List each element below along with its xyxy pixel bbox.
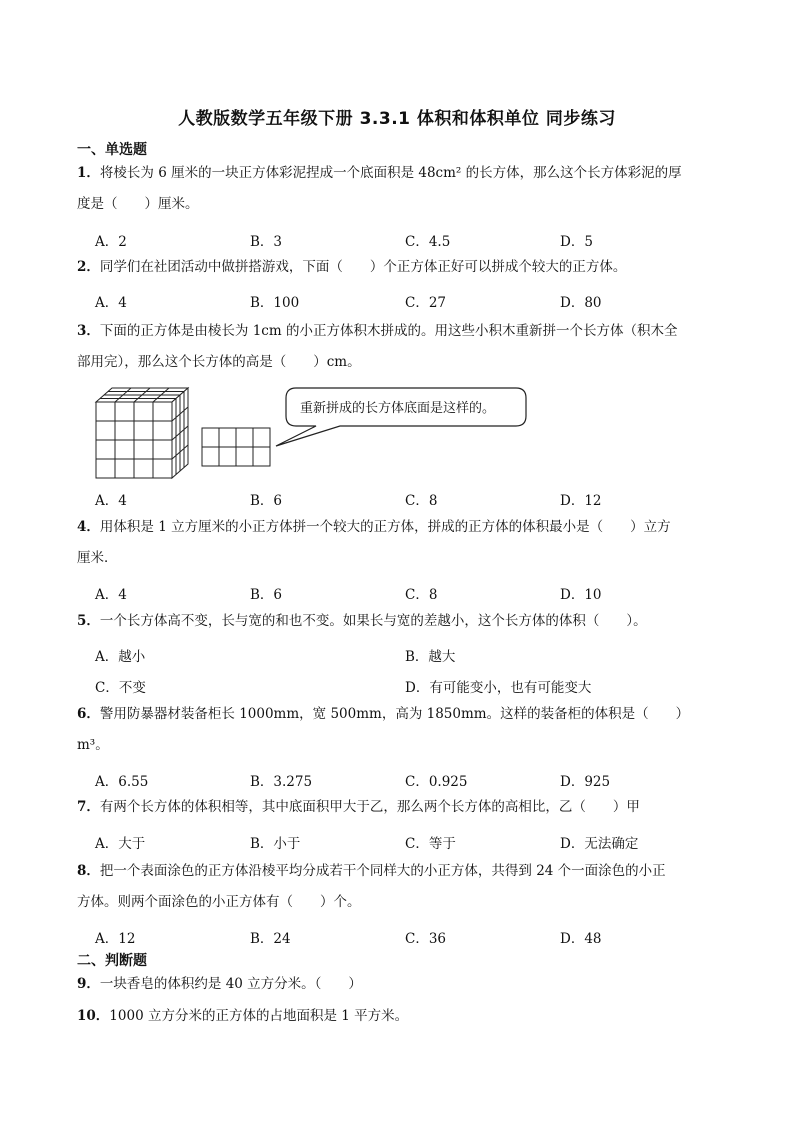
option-a[interactable]: A．4 bbox=[95, 587, 127, 603]
question-text: 用体积是 1 立方厘米的小正方体拼一个较大的正方体，拼成的正方体的体积最小是（ ）立方 bbox=[99, 519, 671, 535]
options-q3 bbox=[95, 489, 735, 511]
options-q5-row1 bbox=[95, 645, 735, 667]
question-6 bbox=[77, 699, 722, 761]
section-heading-true-false: 二、判断题 bbox=[77, 953, 147, 969]
question-text: 1000 立方分米的正方体的占地面积是 1 平方米。 bbox=[109, 1008, 409, 1024]
options-q6 bbox=[95, 770, 735, 792]
question-text: 一个长方体高不变，长与宽的和也不变。如果长与宽的差越小，这个长方体的体积（ ）。 bbox=[99, 613, 647, 629]
option-a[interactable]: A．大于 bbox=[95, 836, 146, 852]
question-text: 将棱长为 6 厘米的一块正方体彩泥捏成一个底面积是 48cm² 的长方体，那么这个长方体彩泥的厚 bbox=[99, 165, 682, 181]
option-c[interactable]: C．4.5 bbox=[405, 234, 451, 250]
question-number: 9． bbox=[77, 976, 100, 992]
option-c[interactable]: C．8 bbox=[405, 587, 438, 603]
option-c[interactable]: C．8 bbox=[405, 493, 438, 509]
options-q4 bbox=[95, 583, 735, 605]
question-8 bbox=[77, 856, 722, 918]
question-number: 3． bbox=[77, 323, 100, 339]
question-text-continued: 度是（ ）厘米。 bbox=[77, 196, 199, 212]
option-d[interactable]: D．48 bbox=[560, 931, 602, 947]
options-q2 bbox=[95, 291, 735, 313]
question-1 bbox=[77, 158, 722, 220]
option-a[interactable]: A．4 bbox=[95, 493, 127, 509]
option-d[interactable]: D．10 bbox=[560, 587, 602, 603]
option-b[interactable]: B．100 bbox=[250, 295, 300, 311]
section-heading-single-choice: 一、单选题 bbox=[77, 142, 147, 158]
question-text-continued: m³。 bbox=[77, 737, 109, 753]
question-text: 把一个表面涂色的正方体沿棱平均分成若干个同样大的小正方体，共得到 24 个一面涂色的小正 bbox=[99, 863, 666, 879]
document-title: 人教版数学五年级下册 3.3.1 体积和体积单位 同步练习 bbox=[178, 109, 616, 129]
question-7 bbox=[77, 792, 722, 823]
option-a[interactable]: A．越小 bbox=[95, 649, 146, 665]
option-d[interactable]: D．80 bbox=[560, 295, 602, 311]
question-number: 6． bbox=[77, 706, 100, 722]
question-3 bbox=[77, 316, 722, 378]
option-d[interactable]: D．5 bbox=[560, 234, 593, 250]
question-10 bbox=[77, 1001, 722, 1032]
question-text: 下面的正方体是由棱长为 1cm 的小正方体积木拼成的。用这些小积木重新拼一个长方体（积木全 bbox=[99, 323, 678, 339]
question-2 bbox=[77, 252, 722, 283]
options-q7 bbox=[95, 832, 735, 854]
option-d[interactable]: D．925 bbox=[560, 774, 611, 790]
option-b[interactable]: B．24 bbox=[250, 931, 291, 947]
cube-figure bbox=[90, 382, 550, 482]
option-c[interactable]: C．0.925 bbox=[405, 774, 468, 790]
speech-bubble-icon bbox=[276, 388, 526, 446]
options-q5-row2 bbox=[95, 676, 735, 698]
option-b[interactable]: B．6 bbox=[250, 587, 283, 603]
option-b[interactable]: B．小于 bbox=[250, 836, 301, 852]
option-b[interactable]: B．6 bbox=[250, 493, 283, 509]
option-a[interactable]: A．2 bbox=[95, 234, 127, 250]
question-text-continued: 方体。则两个面涂色的小正方体有（ ）个。 bbox=[77, 894, 361, 910]
question-text-continued: 部用完），那么这个长方体的高是（ ）cm。 bbox=[77, 354, 361, 370]
option-d[interactable]: D．无法确定 bbox=[560, 836, 639, 852]
question-text: 警用防暴器材装备柜长 1000mm，宽 500mm，高为 1850mm。这样的装备柜的体积是（ ） bbox=[99, 706, 690, 722]
question-text-continued: 厘米． bbox=[77, 550, 118, 566]
large-cube-icon bbox=[96, 388, 188, 478]
question-text: 同学们在社团活动中做拼搭游戏，下面（ ）个正方体正好可以拼成个较大的正方体。 bbox=[99, 259, 627, 275]
option-b[interactable]: B．越大 bbox=[405, 649, 456, 665]
question-5 bbox=[77, 606, 722, 637]
base-grid-icon bbox=[202, 428, 270, 466]
option-c[interactable]: C．27 bbox=[405, 295, 447, 311]
question-9 bbox=[77, 969, 722, 1000]
option-d[interactable]: D．有可能变小，也有可能变大 bbox=[405, 680, 592, 696]
option-b[interactable]: B．3 bbox=[250, 234, 283, 250]
question-number: 2． bbox=[77, 259, 100, 275]
question-number: 10． bbox=[77, 1008, 110, 1024]
option-a[interactable]: A．4 bbox=[95, 295, 127, 311]
options-q1 bbox=[95, 230, 735, 252]
question-text: 有两个长方体的体积相等，其中底面积甲大于乙，那么两个长方体的高相比，乙（ ）甲 bbox=[99, 799, 640, 815]
option-d[interactable]: D．12 bbox=[560, 493, 602, 509]
question-number: 5． bbox=[77, 613, 100, 629]
option-b[interactable]: B．3.275 bbox=[250, 774, 313, 790]
option-c[interactable]: C．不变 bbox=[95, 680, 146, 696]
question-number: 4． bbox=[77, 519, 100, 535]
question-text: 一块香皂的体积约是 40 立方分米。（ ） bbox=[99, 976, 362, 992]
question-number: 8． bbox=[77, 863, 100, 879]
options-q8 bbox=[95, 927, 735, 949]
question-4 bbox=[77, 512, 722, 574]
option-a[interactable]: A．12 bbox=[95, 931, 136, 947]
question-3-figure bbox=[90, 382, 550, 482]
option-c[interactable]: C．36 bbox=[405, 931, 447, 947]
callout-text: 重新拼成的长方体底面是这样的。 bbox=[300, 401, 496, 416]
question-number: 7． bbox=[77, 799, 100, 815]
option-c[interactable]: C．等于 bbox=[405, 836, 456, 852]
question-number: 1． bbox=[77, 165, 100, 181]
option-a[interactable]: A．6.55 bbox=[95, 774, 149, 790]
